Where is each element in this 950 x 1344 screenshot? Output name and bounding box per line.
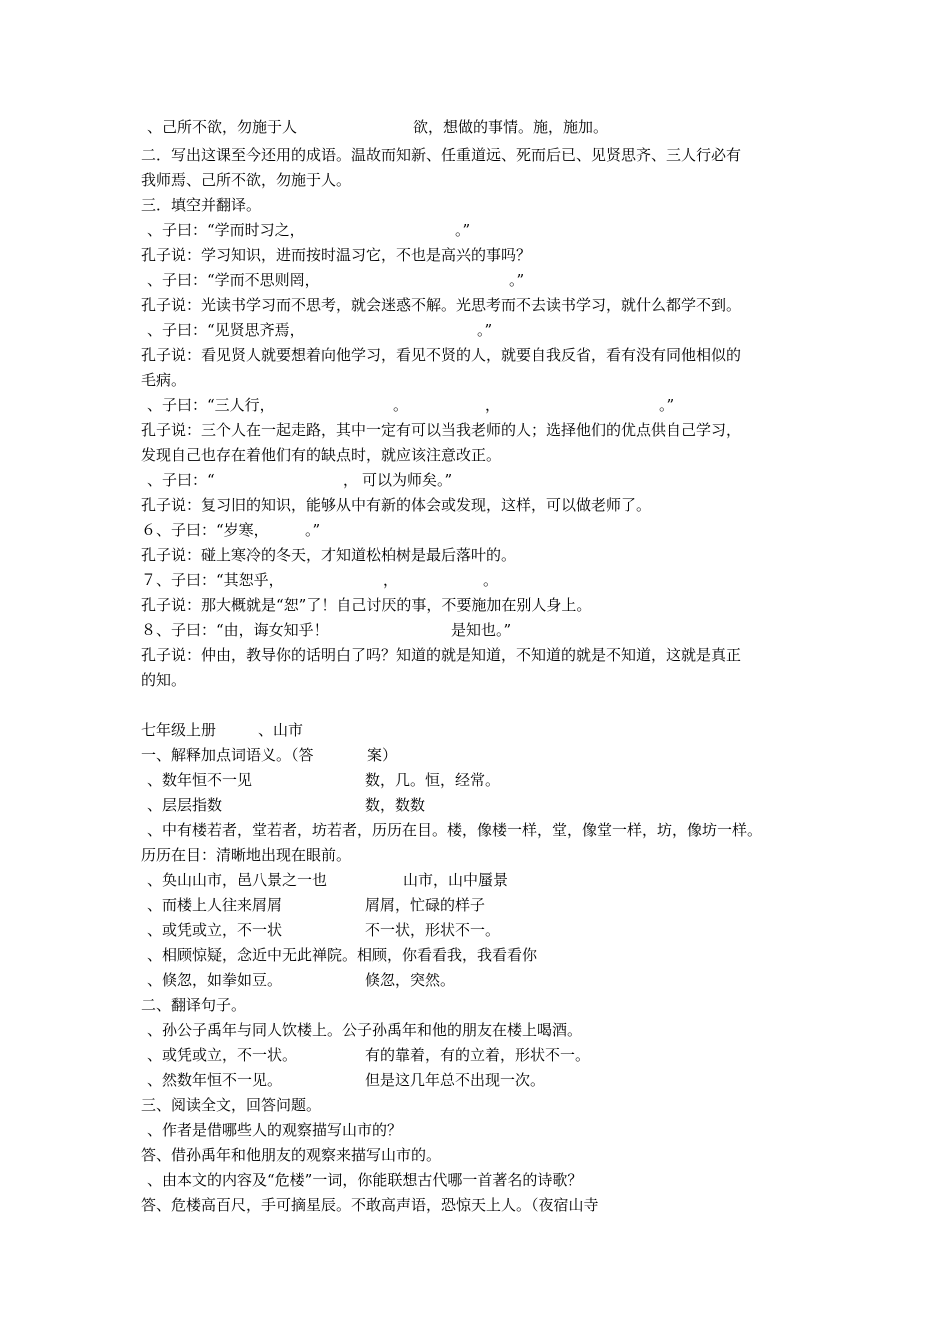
section-heading: 二、翻译句子。 <box>141 996 247 1014</box>
translation-line: 毛病。 <box>141 371 187 389</box>
text-line: 我师焉、己所不欲，勿施于人。 <box>141 171 352 189</box>
explanation-text: 山市，山中蜃景 <box>403 871 509 889</box>
translation-line: 的知。 <box>141 671 187 689</box>
question-text: ６、子曰：“岁寒， <box>141 521 269 539</box>
heading-text: 一、解释加点词语义。（答 <box>141 746 314 764</box>
reading-answer: 答、借孙禹年和他朋友的观察来描写山市的。 <box>141 1146 442 1164</box>
question-text: 可以为师矣。” <box>362 471 453 489</box>
explanation-text: 数，数数 <box>365 796 426 814</box>
question-text: 、子曰：“学而不思则罔， <box>147 271 320 289</box>
word-explanation: 、中有楼若者，堂若者，坊若者，历历在目。楼，像楼一样，堂，像堂一样，坊，像坊一样。 <box>147 821 763 839</box>
phrase-text: 、或凭或立，不一状 <box>147 921 283 939</box>
reading-question: 、作者是借哪些人的观察描写山市的？ <box>147 1121 403 1139</box>
word-explanation: 、相顾惊疑，念近中无此禅院。相顾，你看看我，我看看你 <box>147 946 538 964</box>
question-text: 。” <box>659 396 675 414</box>
text-segment: 欲，想做的事情。施，施加。 <box>413 118 609 136</box>
explanation-text: 屑屑，忙碌的样子 <box>365 896 486 914</box>
translation-line: 孔子说：仲由，教导你的话明白了吗？知道的就是知道，不知道的就是不知道，这就是真正 <box>141 646 742 664</box>
phrase-text: 、倏忽，如拳如豆。 <box>147 971 283 989</box>
translation-line: 孔子说：学习知识，进而按时温习它，不也是高兴的事吗？ <box>141 246 532 264</box>
question-text: ， <box>485 396 501 414</box>
explanation-text: 不一状，形状不一。 <box>365 921 501 939</box>
explanation-text: 倏忽，突然。 <box>365 971 456 989</box>
explanation-text: 数，几。恒，经常。 <box>365 771 501 789</box>
reading-answer: 答、危楼高百尺，手可摘星辰。不敢高声语，恐惊天上人。（夜宿山寺 <box>141 1196 599 1214</box>
title-text: 、山市 <box>258 721 304 739</box>
translation-line: 孔子说：三个人在一起走路，其中一定有可以当我老师的人；选择他们的优点供自己学习， <box>141 421 742 439</box>
question-text: ８、子曰：“由，诲女知乎！ <box>141 621 329 639</box>
question-text: ， <box>383 571 399 589</box>
translation-line: 孔子说：复习旧的知识，能够从中有新的体会或发现，这样，可以做老师了。 <box>141 496 652 514</box>
title-text: 七年级上册 <box>141 721 217 739</box>
question-text: 是知也。” <box>451 621 512 639</box>
text-segment: 、己所不欲，勿施于人 <box>147 118 298 136</box>
translation-line: 发现自己也存在着他们有的缺点时，就应该注意改正。 <box>141 446 502 464</box>
translation-line: 孔子说：光读书学习而不思考，就会迷惑不解。光思考而不去读书学习，就什么都学不到。 <box>141 296 742 314</box>
question-text: 。 <box>393 396 409 414</box>
question-text: ， <box>343 471 359 489</box>
question-text: 。” <box>455 221 471 239</box>
phrase-text: 、或凭或立，不一状。 <box>147 1046 298 1064</box>
section-heading: 三．填空并翻译。 <box>141 196 262 214</box>
translation-line: 孔子说：看见贤人就要想着向他学习，看见不贤的人，就要自我反省，看有没有同他相似的 <box>141 346 742 364</box>
text-line: 二．写出这课至今还用的成语。温故而知新、任重道远、死而后已、见贤思齐、三人行必有 <box>141 146 742 164</box>
question-text: ７、子曰：“其恕乎， <box>141 571 284 589</box>
question-text: 。 <box>483 571 499 589</box>
question-text: 、子曰：“三人行， <box>147 396 275 414</box>
question-text: 。” <box>477 321 493 339</box>
section-heading: 三、阅读全文，回答问题。 <box>141 1096 322 1114</box>
phrase-text: 、层层指数 <box>147 796 223 814</box>
question-text: 、子曰：“ <box>147 471 215 489</box>
explanation-text: 有的靠着，有的立着，形状不一。 <box>365 1046 591 1064</box>
reading-question: 、由本文的内容及“危楼”一词，你能联想古代哪一首著名的诗歌？ <box>147 1171 583 1189</box>
phrase-text: 、而楼上人往来屑屑 <box>147 896 283 914</box>
explanation-text: 但是这几年总不出现一次。 <box>365 1071 546 1089</box>
phrase-text: 、然数年恒不一见。 <box>147 1071 283 1089</box>
phrase-text: 、奂山山市，邑八景之一也 <box>147 871 328 889</box>
question-text: 、子曰：“学而时习之， <box>147 221 305 239</box>
word-explanation: 历历在目：清晰地出现在眼前。 <box>141 846 352 864</box>
phrase-text: 、数年恒不一见 <box>147 771 253 789</box>
question-text: 。” <box>305 521 321 539</box>
question-text: 。” <box>509 271 525 289</box>
heading-text: 案） <box>367 746 398 764</box>
translation-line: 孔子说：碰上寒冷的冬天，才知道松柏树是最后落叶的。 <box>141 546 517 564</box>
translation-line: 孔子说：那大概就是“恕”了！自己讨厌的事，不要施加在别人身上。 <box>141 596 592 614</box>
question-text: 、子曰：“见贤思齐焉， <box>147 321 305 339</box>
translation-item: 、孙公子禹年与同人饮楼上。公子孙禹年和他的朋友在楼上喝酒。 <box>147 1021 583 1039</box>
